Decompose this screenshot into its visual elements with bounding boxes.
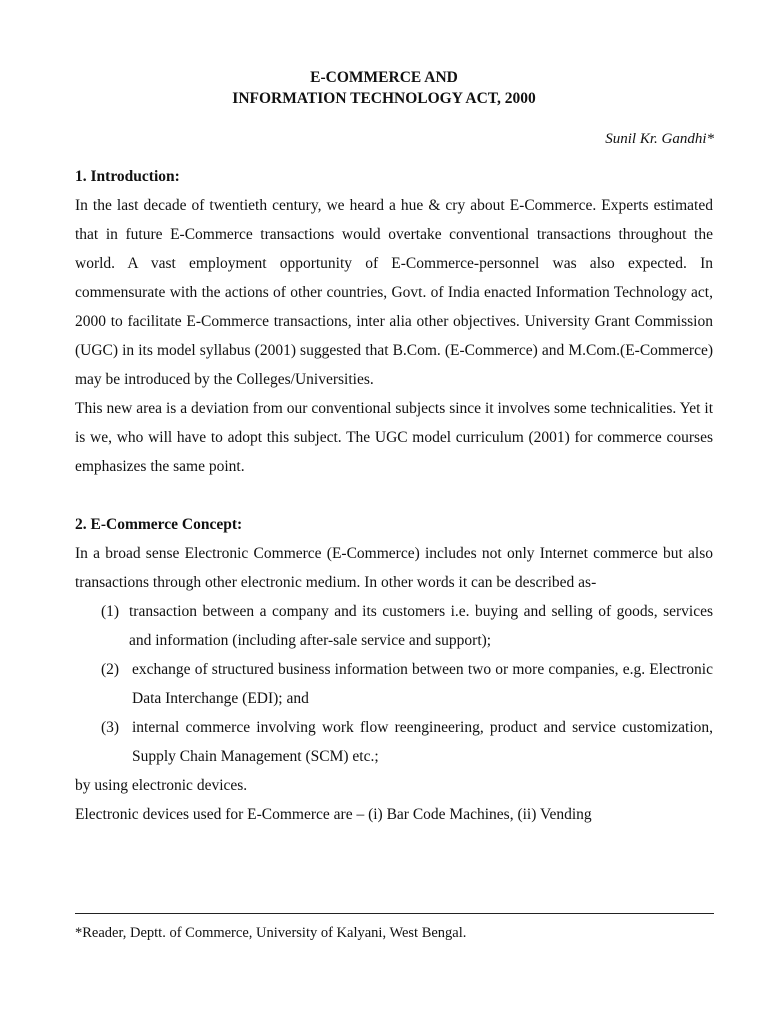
title-line-2: INFORMATION TECHNOLOGY ACT, 2000 <box>232 90 536 107</box>
concept-paragraph-1: In a broad sense Electronic Commerce (E-Commerce) includes not only Internet commerce but also transactions through other electronic medium. In other words it can be described as- <box>75 545 713 591</box>
section-1-heading: 1. Introduction: <box>75 168 180 185</box>
footnote-divider <box>75 913 714 914</box>
intro-paragraph-2: This new area is a deviation from our conventional subjects since it involves some technicalities. Yet it is we, who will have to adopt this subject. The UGC model curriculum (2001) for commerce courses emphasizes the same point. <box>75 400 713 475</box>
after-list-text: by using electronic devices. <box>75 777 248 794</box>
list-item-text: internal commerce involving work flow reengineering, product and service customization, Supply Chain Management (SCM) etc.; <box>132 719 713 765</box>
list-item <box>75 713 713 771</box>
intro-paragraph-1: In the last decade of twentieth century, we heard a hue & cry about E-Commerce. Experts estimated that in future E-Commerce transactions would overtake conventional transactions throughout the world. A vast employment opportunity of E-Commerce-personnel was also expected. In commensurate with the actions of other countries, Govt. of India enacted Information Technology act, 2000 to facilitate E-Commerce transactions, inter alia other objectives. University Grant Commission (UGC) in its model syllabus (2001) suggested that B.Com. (E-Commerce) and M.Com.(E-Commerce) may be introduced by the Colleges/Universities. <box>75 197 713 388</box>
list-item-number: (2) <box>101 661 120 678</box>
body-content <box>75 162 713 829</box>
list-item-number: (1) <box>101 603 120 620</box>
list-item-text: transaction between a company and its customers i.e. buying and selling of goods, services and information (including after-sale service and support); <box>129 603 713 649</box>
footnote: *Reader, Deptt. of Commerce, University of Kalyani, West Bengal. <box>75 925 467 941</box>
section-gap <box>75 481 713 510</box>
section-2-heading: 2. E-Commerce Concept: <box>75 516 243 533</box>
concept-paragraph-2: Electronic devices used for E-Commerce are – (i) Bar Code Machines, (ii) Vending <box>75 806 592 823</box>
title-line-1: E-COMMERCE AND <box>310 69 458 86</box>
concept-list <box>75 597 713 771</box>
list-item-number: (3) <box>101 719 120 736</box>
list-item <box>75 655 713 713</box>
author-name: Sunil Kr. Gandhi* <box>605 131 714 147</box>
list-item <box>75 597 713 655</box>
list-item-text: exchange of structured business information between two or more companies, e.g. Electronic Data Interchange (EDI); and <box>132 661 713 707</box>
